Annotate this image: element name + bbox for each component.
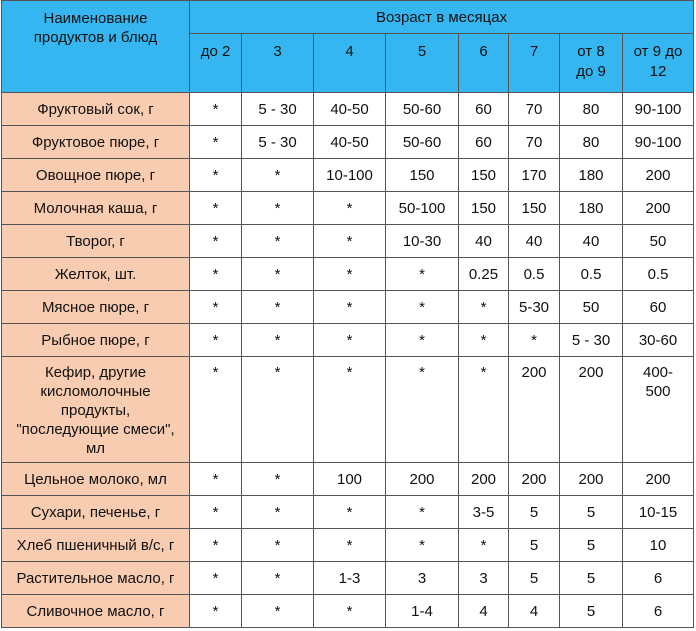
amount-cell: 10-15: [623, 496, 694, 529]
product-name-cell: Фруктовый сок, г: [2, 93, 190, 126]
header-age-col: от 9 до 12: [623, 34, 694, 93]
amount-cell: *: [459, 529, 509, 562]
table-row: [2, 463, 694, 496]
amount-cell: 10-30: [386, 225, 459, 258]
header-age-col: 4: [314, 34, 386, 93]
amount-cell: 5: [509, 562, 560, 595]
header-age-col: до 2: [190, 34, 242, 93]
amount-cell: *: [190, 291, 242, 324]
amount-cell: *: [242, 357, 314, 463]
amount-cell: 200: [623, 192, 694, 225]
amount-cell: *: [242, 562, 314, 595]
amount-cell: 50-100: [386, 192, 459, 225]
amount-cell: 180: [560, 159, 623, 192]
amount-cell: 40: [560, 225, 623, 258]
table-row: [2, 324, 694, 357]
amount-cell: *: [242, 496, 314, 529]
amount-cell: *: [314, 529, 386, 562]
amount-cell: *: [314, 595, 386, 628]
product-name-cell: Мясное пюре, г: [2, 291, 190, 324]
amount-cell: *: [190, 595, 242, 628]
header-age-col: 5: [386, 34, 459, 93]
amount-cell: *: [242, 529, 314, 562]
amount-cell: *: [459, 324, 509, 357]
amount-cell: 30-60: [623, 324, 694, 357]
product-name-cell: Рыбное пюре, г: [2, 324, 190, 357]
table-row: [2, 93, 694, 126]
table-row: [2, 496, 694, 529]
amount-cell: 150: [386, 159, 459, 192]
amount-cell: 200: [623, 159, 694, 192]
amount-cell: 5-30: [509, 291, 560, 324]
amount-cell: 5 - 30: [242, 126, 314, 159]
amount-cell: 10: [623, 529, 694, 562]
amount-cell: *: [386, 496, 459, 529]
amount-cell: *: [190, 562, 242, 595]
amount-cell: 150: [459, 192, 509, 225]
amount-cell: *: [459, 357, 509, 463]
amount-cell: 1-3: [314, 562, 386, 595]
amount-cell: 40: [459, 225, 509, 258]
amount-cell: 0.5: [560, 258, 623, 291]
amount-cell: *: [190, 324, 242, 357]
amount-cell: 0.5: [623, 258, 694, 291]
amount-cell: 40-50: [314, 93, 386, 126]
product-name-cell: Овощное пюре, г: [2, 159, 190, 192]
amount-cell: *: [190, 126, 242, 159]
amount-cell: 5: [560, 529, 623, 562]
amount-cell: 5: [560, 496, 623, 529]
product-name-cell: Хлеб пшеничный в/с, г: [2, 529, 190, 562]
amount-cell: *: [242, 159, 314, 192]
amount-cell: *: [242, 324, 314, 357]
amount-cell: *: [242, 291, 314, 324]
amount-cell: 60: [459, 93, 509, 126]
amount-cell: *: [190, 529, 242, 562]
amount-cell: *: [190, 357, 242, 463]
amount-cell: 80: [560, 126, 623, 159]
feeding-table: [1, 0, 694, 628]
table-row: [2, 357, 694, 463]
amount-cell: 5 - 30: [242, 93, 314, 126]
amount-cell: *: [190, 258, 242, 291]
amount-cell: 200: [459, 463, 509, 496]
amount-cell: *: [242, 463, 314, 496]
amount-cell: 3: [459, 562, 509, 595]
amount-cell: *: [242, 595, 314, 628]
amount-cell: *: [190, 496, 242, 529]
amount-cell: *: [190, 225, 242, 258]
amount-cell: *: [242, 258, 314, 291]
amount-cell: 5: [509, 496, 560, 529]
amount-cell: 3-5: [459, 496, 509, 529]
amount-cell: *: [386, 258, 459, 291]
amount-cell: 50: [560, 291, 623, 324]
amount-cell: 70: [509, 93, 560, 126]
amount-cell: 80: [560, 93, 623, 126]
amount-cell: 40: [509, 225, 560, 258]
product-name-cell: Цельное молоко, мл: [2, 463, 190, 496]
amount-cell: 50-60: [386, 126, 459, 159]
amount-cell: *: [314, 324, 386, 357]
amount-cell: 4: [509, 595, 560, 628]
product-name-cell: Молочная каша, г: [2, 192, 190, 225]
amount-cell: 40-50: [314, 126, 386, 159]
amount-cell: *: [242, 225, 314, 258]
amount-cell: *: [314, 225, 386, 258]
amount-cell: 170: [509, 159, 560, 192]
header-age-col: 6: [459, 34, 509, 93]
amount-cell: 6: [623, 595, 694, 628]
amount-cell: 400- 500: [623, 357, 694, 463]
product-name-cell: Растительное масло, г: [2, 562, 190, 595]
amount-cell: *: [314, 258, 386, 291]
amount-cell: 200: [560, 357, 623, 463]
header-age-col: от 8 до 9: [560, 34, 623, 93]
header-age-months: Возраст в месяцах: [190, 1, 694, 34]
amount-cell: 200: [509, 357, 560, 463]
amount-cell: *: [314, 192, 386, 225]
amount-cell: *: [190, 93, 242, 126]
amount-cell: 6: [623, 562, 694, 595]
amount-cell: 5: [560, 595, 623, 628]
amount-cell: 60: [623, 291, 694, 324]
product-name-cell: Кефир, другие кисломолочные продукты, "последующие смеси", мл: [2, 357, 190, 463]
table-row: [2, 126, 694, 159]
amount-cell: *: [190, 192, 242, 225]
amount-cell: 0.5: [509, 258, 560, 291]
amount-cell: 5 - 30: [560, 324, 623, 357]
table-row: [2, 595, 694, 628]
product-name-cell: Творог, г: [2, 225, 190, 258]
amount-cell: 90-100: [623, 93, 694, 126]
header-age-col: 3: [242, 34, 314, 93]
amount-cell: 150: [509, 192, 560, 225]
amount-cell: 200: [560, 463, 623, 496]
amount-cell: 100: [314, 463, 386, 496]
amount-cell: 0.25: [459, 258, 509, 291]
table-row: [2, 291, 694, 324]
table-row: [2, 225, 694, 258]
amount-cell: 70: [509, 126, 560, 159]
amount-cell: *: [190, 463, 242, 496]
header-product-name: Наименование продуктов и блюд: [2, 1, 190, 93]
amount-cell: 180: [560, 192, 623, 225]
table-row: [2, 192, 694, 225]
amount-cell: 200: [386, 463, 459, 496]
amount-cell: 90-100: [623, 126, 694, 159]
table-row: [2, 562, 694, 595]
amount-cell: *: [459, 291, 509, 324]
amount-cell: *: [242, 192, 314, 225]
table-row: [2, 258, 694, 291]
amount-cell: *: [509, 324, 560, 357]
amount-cell: 200: [623, 463, 694, 496]
amount-cell: 50: [623, 225, 694, 258]
amount-cell: *: [386, 357, 459, 463]
amount-cell: 50-60: [386, 93, 459, 126]
table-row: [2, 529, 694, 562]
amount-cell: 150: [459, 159, 509, 192]
amount-cell: *: [314, 291, 386, 324]
amount-cell: 4: [459, 595, 509, 628]
header-age-col: 7: [509, 34, 560, 93]
product-name-cell: Желток, шт.: [2, 258, 190, 291]
amount-cell: 60: [459, 126, 509, 159]
amount-cell: *: [314, 357, 386, 463]
amount-cell: 3: [386, 562, 459, 595]
amount-cell: *: [386, 529, 459, 562]
amount-cell: *: [190, 159, 242, 192]
product-name-cell: Сухари, печенье, г: [2, 496, 190, 529]
amount-cell: 10-100: [314, 159, 386, 192]
amount-cell: 5: [560, 562, 623, 595]
amount-cell: 1-4: [386, 595, 459, 628]
amount-cell: *: [386, 291, 459, 324]
amount-cell: 5: [509, 529, 560, 562]
product-name-cell: Фруктовое пюре, г: [2, 126, 190, 159]
table-row: [2, 159, 694, 192]
amount-cell: 200: [509, 463, 560, 496]
product-name-cell: Сливочное масло, г: [2, 595, 190, 628]
amount-cell: *: [314, 496, 386, 529]
amount-cell: *: [386, 324, 459, 357]
